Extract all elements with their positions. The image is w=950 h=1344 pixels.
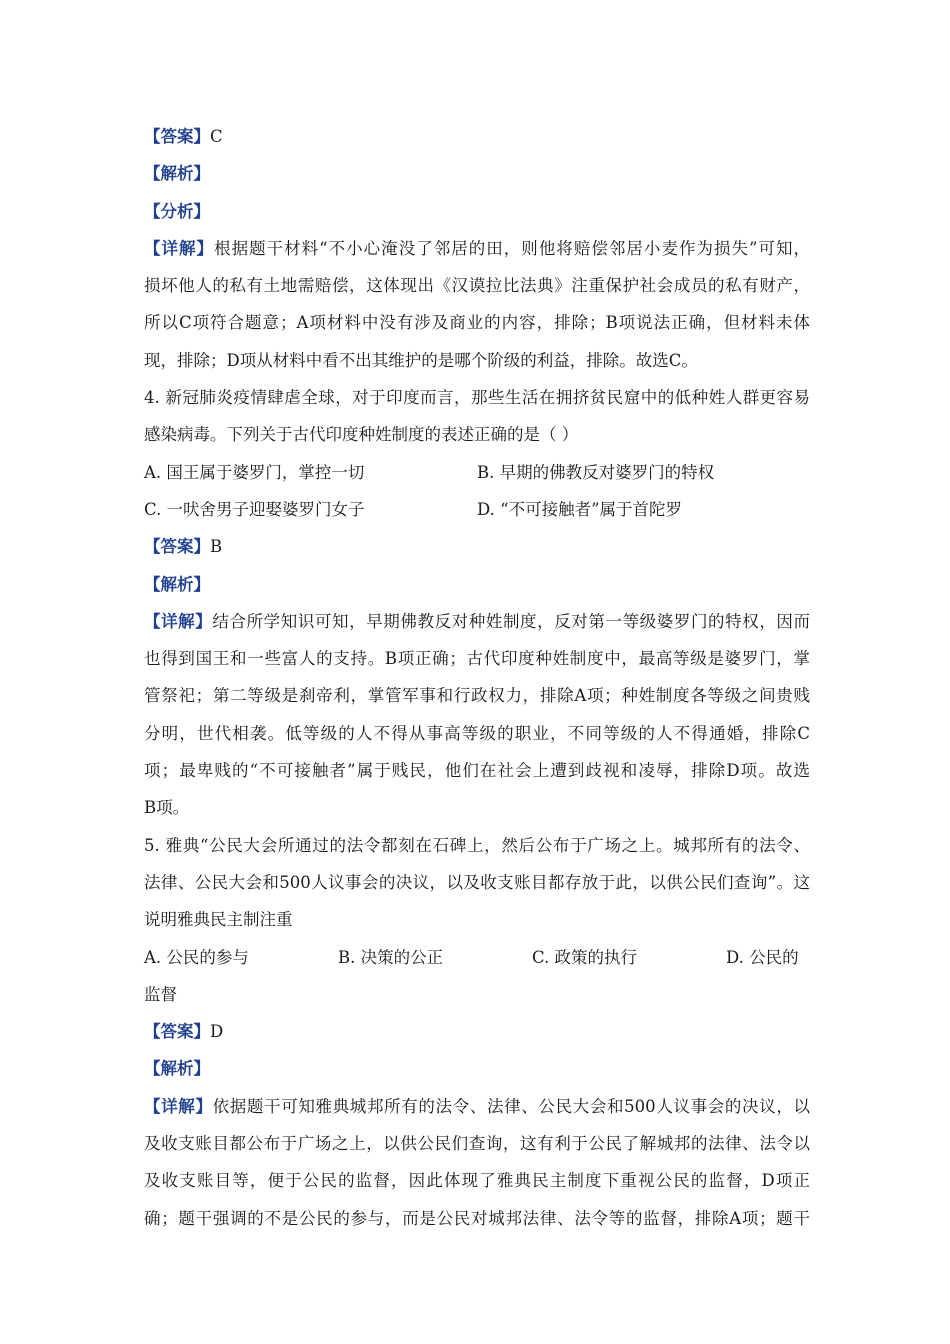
q3-answer-line [144, 118, 810, 155]
q5-option-a: A. 公民的参与 [144, 947, 249, 967]
q4-detail-line: 管祭祀；第二等级是刹帝利，掌管军事和行政权力，排除A项；种姓制度各等级之间贵贱 [144, 686, 810, 706]
q3-detail-line: 损坏他人的私有土地需赔偿，这体现出《汉谟拉比法典》注重保护社会成员的私有财产， [144, 276, 810, 296]
q4-options-row [144, 454, 810, 491]
q3-detail-line [144, 230, 810, 267]
q3-fenxi-line [144, 193, 810, 230]
q4-option-a: A. 国王属于婆罗门，掌控一切 [144, 462, 365, 482]
q4-detail-line: B项。 [144, 798, 190, 818]
q5-analysis-line [144, 1050, 810, 1087]
q4-answer: B [210, 537, 223, 557]
fenxi-tag: 【分析】 [144, 201, 210, 221]
answer-tag: 【答案】 [144, 537, 210, 557]
analysis-tag: 【解析】 [144, 164, 210, 184]
q3-detail-line: 所以C项符合题意；A项材料中没有涉及商业的内容，排除；B项说法正确，但材料未体 [144, 313, 810, 333]
q5-option-b: B. 决策的公正 [338, 947, 444, 967]
q3-analysis-line [144, 155, 810, 192]
q5-option-d: D. 公民的 [726, 947, 799, 967]
q5-detail-line [144, 1088, 810, 1125]
answer-tag: 【答案】 [144, 127, 210, 146]
q4-option-d: D. “不可接触者”属于首陀罗 [477, 499, 683, 519]
q4-stem-line: 感染病毒。下列关于古代印度种姓制度的表述正确的是（ ） [144, 425, 579, 445]
q5-stem-line: 法律、公民大会和500人议事会的决议，以及收支账目都存放于此，以供公民们查询”。这 [144, 872, 810, 892]
analysis-tag: 【解析】 [144, 1059, 210, 1079]
document-content [144, 118, 810, 1237]
q4-option-c: C. 一吠舍男子迎娶婆罗门女子 [144, 499, 365, 519]
q4-detail-text: 结合所学知识可知，早期佛教反对种姓制度，反对第一等级婆罗门的特权，因而 [212, 611, 811, 631]
q5-answer-line [144, 1013, 810, 1050]
q4-analysis-line [144, 566, 810, 603]
q4-option-b: B. 早期的佛教反对婆罗门的特权 [477, 462, 715, 482]
q5-stem-line: 说明雅典民主制注重 [144, 910, 293, 930]
q5-options-row [144, 939, 810, 976]
q5-detail-text: 依据题干可知雅典城邦所有的法令、法律、公民大会和500人议事会的决议，以 [212, 1096, 811, 1116]
q4-detail-line [144, 603, 810, 640]
detail-tag: 【详解】 [144, 238, 215, 258]
q5-detail-line: 及收支账目等，便于公民的监督，因此体现了雅典民主制度下重视公民的监督，D项正 [144, 1171, 810, 1191]
q4-answer-line [144, 528, 810, 565]
q4-detail-line: 项；最卑贱的“不可接触者”属于贱民，他们在社会上遭到歧视和凌辱，排除D项。故选 [144, 761, 810, 781]
q4-stem-line: 4. 新冠肺炎疫情肆虐全球，对于印度而言，那些生活在拥挤贫民窟中的低种姓人群更容易 [144, 388, 810, 408]
answer-tag: 【答案】 [144, 1022, 210, 1042]
analysis-tag: 【解析】 [144, 574, 210, 594]
detail-tag: 【详解】 [144, 611, 213, 631]
q5-detail-line: 确；题干强调的不是公民的参与，而是公民对城邦法律、法令等的监督，排除A项；题干 [144, 1208, 810, 1228]
q4-detail-line: 分明，世代相袭。低等级的人不得从事高等级的职业，不同等级的人不得通婚，排除C [144, 723, 810, 743]
q4-options-row [144, 491, 810, 528]
detail-tag: 【详解】 [144, 1096, 213, 1116]
q5-option-c: C. 政策的执行 [532, 947, 638, 967]
q5-stem-line: 5. 雅典“公民大会所通过的法令都刻在石碑上，然后公布于广场之上。城邦所有的法令、 [144, 835, 810, 855]
q3-answer: C [210, 127, 223, 146]
q4-detail-line: 也得到国王和一些富人的支持。B项正确；古代印度种姓制度中，最高等级是婆罗门，掌 [144, 649, 810, 669]
q3-detail-text: 根据题干材料“不小心淹没了邻居的田，则他将赔偿邻居小麦作为损失”可知， [214, 238, 811, 258]
q5-detail-line: 及收支账目都公布于广场之上，以供公民们查询，这有利于公民了解城邦的法律、法令以 [144, 1134, 810, 1154]
q5-option-wrap: 监督 [144, 984, 177, 1004]
q3-detail-line: 现，排除；D项从材料中看不出其维护的是哪个阶级的利益，排除。故选C。 [144, 350, 698, 370]
q5-answer: D [210, 1022, 224, 1042]
